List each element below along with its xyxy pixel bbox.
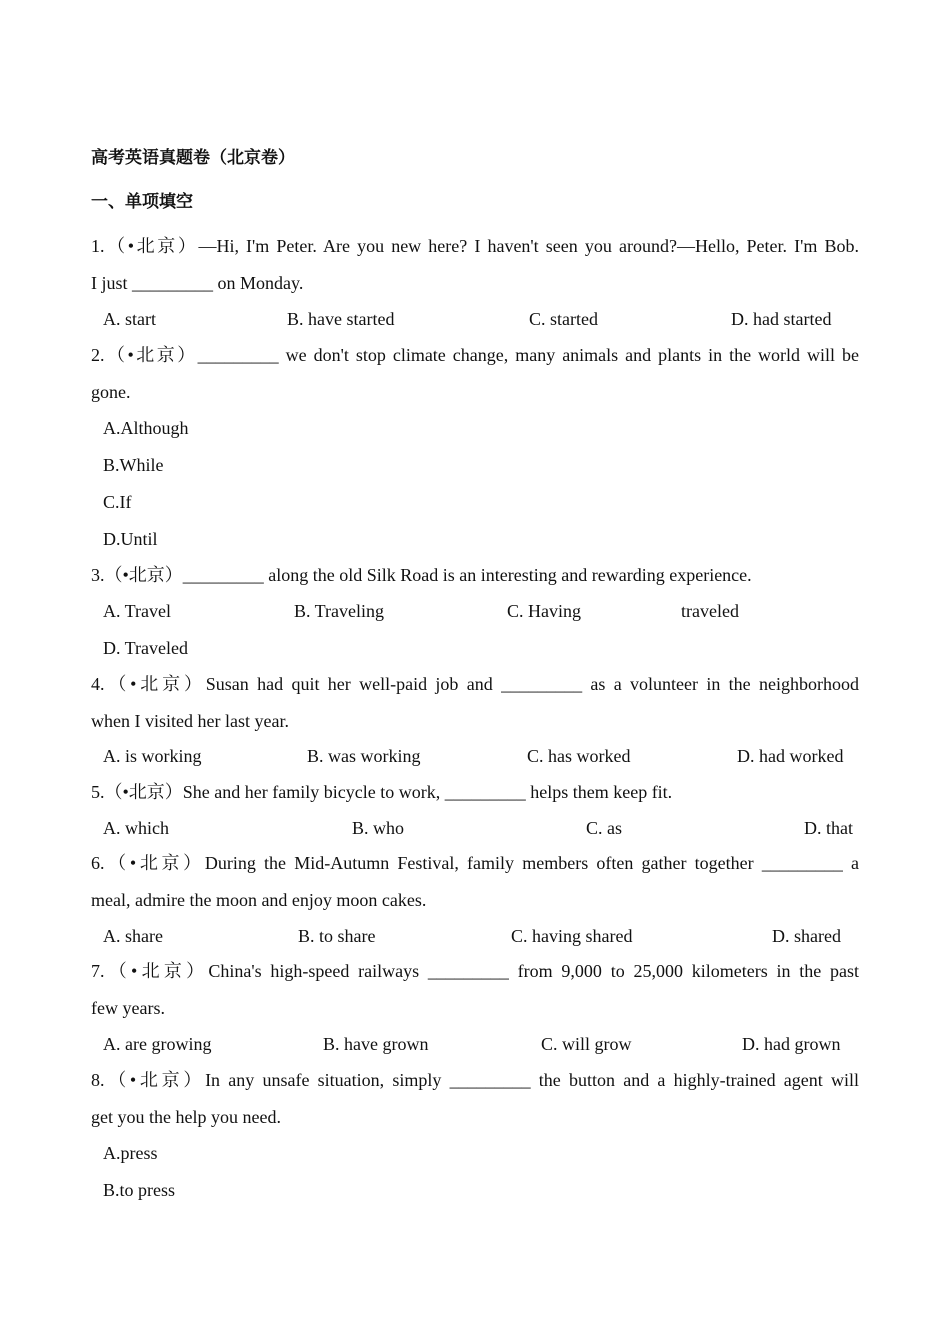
section-heading: 一、单项填空	[91, 192, 193, 212]
question-3-stem-line1: 3.（•北京）_________ along the old Silk Road is an interesting and rewarding experience.	[91, 565, 752, 585]
question-6-option-a: A. share	[103, 926, 163, 946]
question-4-stem-line2: when I visited her last year.	[91, 711, 289, 731]
question-1-stem-line1: 1.（•北京）—Hi, I'm Peter. Are you new here? I haven't seen you around?—Hello, Peter. I'm Bob.	[91, 236, 859, 256]
question-4-stem-line1: 4.（•北京）Susan had quit her well-paid job and _________ as a volunteer in the neighborhood	[91, 674, 859, 694]
question-8-stem-line2: get you the help you need.	[91, 1107, 281, 1127]
question-4-option-b: B. was working	[307, 746, 421, 766]
question-7-stem-line2: few years.	[91, 998, 165, 1018]
question-2-stem-line1: 2.（•北京）_________ we don't stop climate change, many animals and plants in the world will be	[91, 345, 859, 365]
question-5-option-c: C. as	[586, 818, 622, 838]
question-5-stem-line1: 5.（•北京）She and her family bicycle to work, _________ helps them keep fit.	[91, 782, 673, 802]
question-3-option-d: D. Traveled	[103, 638, 188, 658]
question-2-stem-line2: gone.	[91, 382, 131, 402]
question-5-option-a: A. which	[103, 818, 169, 838]
question-6-option-d: D. shared	[772, 926, 841, 946]
document-title: 高考英语真题卷（北京卷）	[91, 148, 295, 168]
question-2-option-d: D.Until	[103, 529, 158, 549]
question-3-option-c: C. Having	[507, 601, 581, 621]
question-3-option-c-continued: traveled	[681, 601, 739, 621]
question-7-option-a: A. are growing	[103, 1034, 212, 1054]
question-4-option-a: A. is working	[103, 746, 202, 766]
question-1-option-b: B. have started	[287, 309, 395, 329]
question-1-option-a: A. start	[103, 309, 156, 329]
question-5-option-b: B. who	[352, 818, 405, 838]
question-7-option-d: D. had grown	[742, 1034, 841, 1054]
question-2-option-a: A.Although	[103, 418, 189, 438]
question-7-option-b: B. have grown	[323, 1034, 429, 1054]
question-7-option-c: C. will grow	[541, 1034, 632, 1054]
question-6-stem-line1: 6.（•北京）During the Mid-Autumn Festival, family members often gather together _________ a	[91, 853, 859, 873]
question-4-option-d: D. had worked	[737, 746, 844, 766]
question-5-option-d: D. that	[804, 818, 853, 838]
question-6-option-b: B. to share	[298, 926, 376, 946]
question-7-stem-line1: 7.（•北京）China's high-speed railways _________ from 9,000 to 25,000 kilometers in the past	[91, 961, 859, 981]
question-6-stem-line2: meal, admire the moon and enjoy moon cakes.	[91, 890, 427, 910]
question-1-option-d: D. had started	[731, 309, 832, 329]
question-8-option-a: A.press	[103, 1143, 158, 1163]
question-1-option-c: C. started	[529, 309, 598, 329]
question-2-option-b: B.While	[103, 455, 164, 475]
question-8-stem-line1: 8.（•北京）In any unsafe situation, simply _________ the button and a highly-trained agent will	[91, 1070, 859, 1090]
question-8-option-b: B.to press	[103, 1180, 175, 1200]
question-3-option-a: A. Travel	[103, 601, 172, 621]
question-3-option-b: B. Traveling	[294, 601, 385, 621]
question-4-option-c: C. has worked	[527, 746, 631, 766]
question-6-option-c: C. having shared	[511, 926, 633, 946]
question-1-stem-line2: I just _________ on Monday.	[91, 273, 304, 293]
question-2-option-c: C.If	[103, 492, 132, 512]
